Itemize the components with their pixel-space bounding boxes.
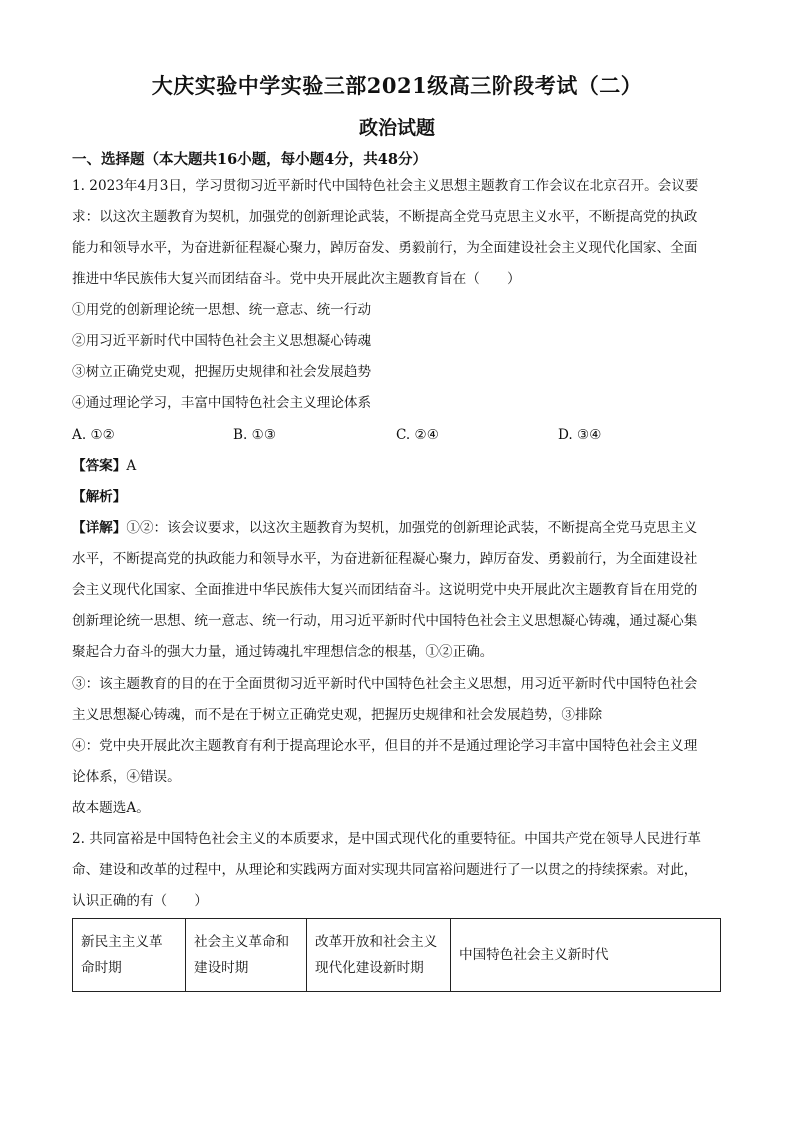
q2-stem-line: 2. 共同富裕是中国特色社会主义的本质要求，是中国式现代化的重要特征。中国共产党在领导人民进行革 xyxy=(72,831,702,847)
detail-text: ①②：该会议要求，以这次主题教育为契机，加强党的创新理论武装，不断提高全党马克思主义 xyxy=(126,520,698,536)
q1-stem-line: 求：以这次主题教育为契机，加强党的创新理论武装，不断提高全党马克思主义水平，不断提高党的执政 xyxy=(72,209,698,225)
q1-detail-line: 聚起合力奋斗的强大力量，通过铸魂扎牢理想信念的根基，①②正确。 xyxy=(72,644,494,660)
q1-statement: ④通过理论学习，丰富中国特色社会主义理论体系 xyxy=(72,395,372,411)
answer-value: A xyxy=(126,458,137,474)
q1-detail-line: 论体系，④错误。 xyxy=(72,769,181,785)
q1-option-b: B. ①③ xyxy=(233,427,277,443)
q1-detail-line: 主义思想凝心铸魂，而不是在于树立正确党史观，把握历史规律和社会发展趋势，③排除 xyxy=(72,707,603,723)
q1-detail-line xyxy=(72,520,697,536)
table-cell: 新民主主义革 命时期 xyxy=(73,919,186,992)
q1-statement: ③树立正确党史观，把握历史规律和社会发展趋势 xyxy=(72,364,372,380)
exam-title: 大庆实验中学实验三部2021级高三阶段考试（二） xyxy=(151,73,643,98)
q1-detail-line: 创新理论统一思想、统一意志、统一行动，用习近平新时代中国特色社会主义思想凝心铸魂，通过凝心集 xyxy=(72,613,698,629)
q1-option-d: D. ③④ xyxy=(558,427,602,443)
answer-label: 【答案】 xyxy=(72,458,127,474)
table-cell: 社会主义革命和 建设时期 xyxy=(186,919,307,992)
q2-stem-line: 认识正确的有（ ） xyxy=(72,893,208,909)
q1-option-a: A. ①② xyxy=(72,427,115,443)
q1-stem-line: 能力和领导水平，为奋进新征程凝心聚力，踔厉奋发、勇毅前行，为全面建设社会主义现代化国家、全面 xyxy=(72,240,698,256)
q1-statement: ②用习近平新时代中国特色社会主义思想凝心铸魂 xyxy=(72,333,372,349)
q1-stem-line: 1. 2023年4月3日，学习贯彻习近平新时代中国特色社会主义思想主题教育工作会议在北京召开。会议要 xyxy=(72,178,699,194)
q1-answer xyxy=(72,458,136,474)
q1-conclusion: 故本题选A。 xyxy=(72,800,150,816)
table-cell: 中国特色社会主义新时代 xyxy=(451,919,721,992)
q2-period-table xyxy=(72,918,721,992)
q1-option-c: C. ②④ xyxy=(396,427,439,443)
q1-detail-line: ④：党中央开展此次主题教育有利于提高理论水平，但目的并不是通过理论学习丰富中国特色社会主义理 xyxy=(72,738,698,754)
detail-label: 【详解】 xyxy=(72,520,127,536)
q2-stem-line: 命、建设和改革的过程中，从理论和实践两方面对实现共同富裕问题进行了一以贯之的持续探索。对此， xyxy=(72,862,698,878)
q1-detail-line: 会主义现代化国家、全面推进中华民族伟大复兴而团结奋斗。这说明党中央开展此次主题教育旨在用党的 xyxy=(72,582,698,598)
exam-subtitle: 政治试题 xyxy=(358,117,435,139)
section-heading: 一、选择题（本大题共16小题，每小题4分，共48分） xyxy=(72,151,427,168)
q1-detail-line: 水平，不断提高党的执政能力和领导水平，为奋进新征程凝心聚力，踔厉奋发、勇毅前行，为全面建设社 xyxy=(72,551,698,567)
q1-detail-line: ③：该主题教育的目的在于全面贯彻习近平新时代中国特色社会主义思想，用习近平新时代中国特色社会 xyxy=(72,676,698,692)
table-row xyxy=(73,919,721,992)
analysis-label: 【解析】 xyxy=(72,489,127,505)
table-cell: 改革开放和社会主义 现代化建设新时期 xyxy=(307,919,451,992)
q1-statement: ①用党的创新理论统一思想、统一意志、统一行动 xyxy=(72,302,372,318)
q1-stem-line: 推进中华民族伟大复兴而团结奋斗。党中央开展此次主题教育旨在（ ） xyxy=(72,271,521,287)
